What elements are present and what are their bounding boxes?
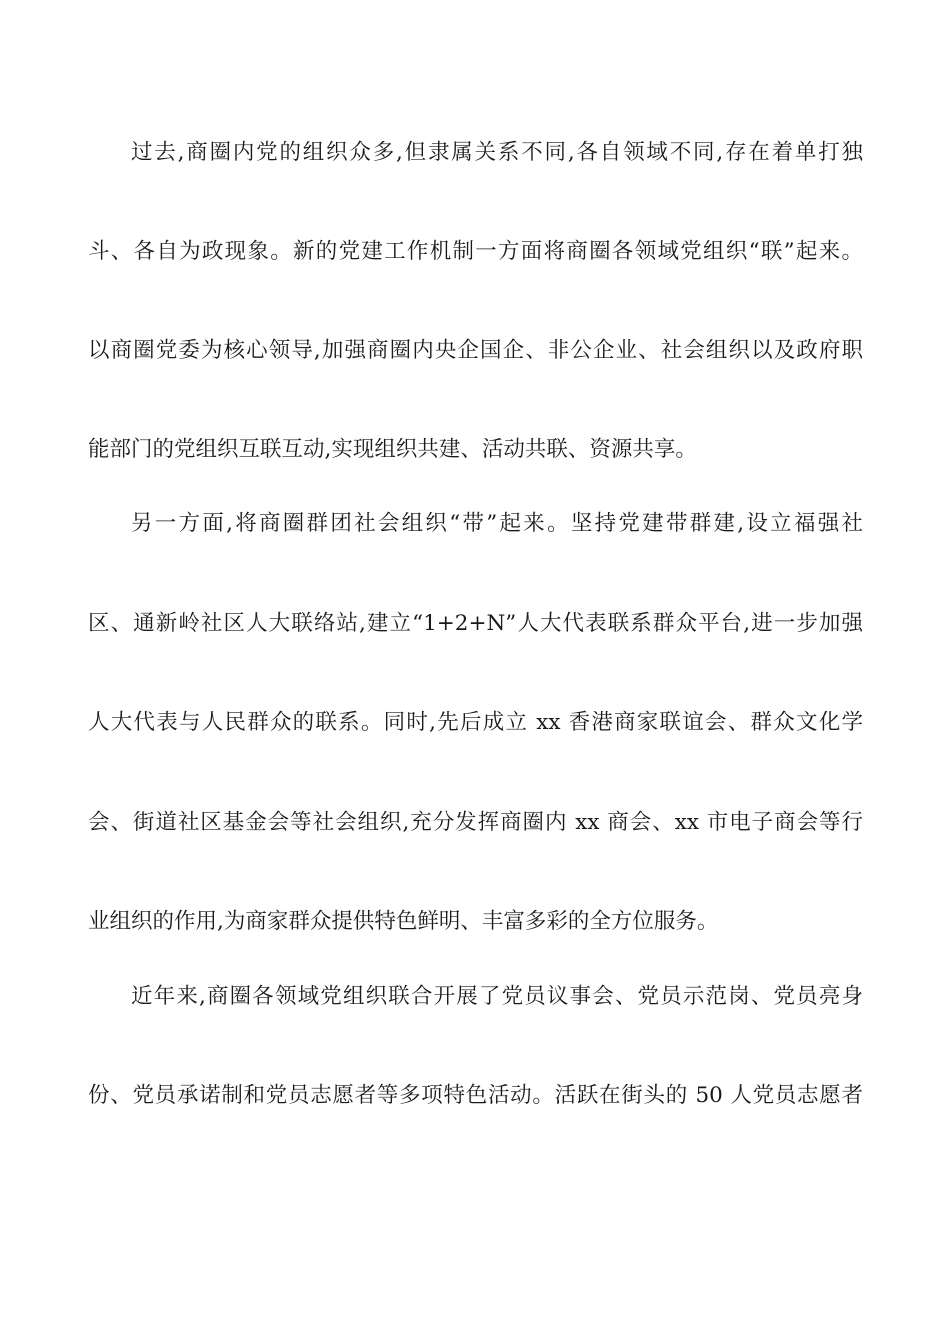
text-line: 区、通新岭社区人大联络站,建立“1+2+N”人大代表联系群众平台,进一步加强 (88, 611, 863, 636)
text-line: 人大代表与人民群众的联系。同时,先后成立 xx 香港商家联谊会、群众文化学 (88, 710, 863, 735)
text-line: 另一方面,将商圈群团社会组织“带”起来。坚持党建带群建,设立福强社 (131, 511, 863, 536)
text-line: 斗、各自为政现象。新的党建工作机制一方面将商圈各领域党组织“联”起来。 (88, 239, 863, 264)
text-line: 会、街道社区基金会等社会组织,充分发挥商圈内 xx 商会、xx 市电子商会等行 (88, 810, 863, 835)
text-line: 业组织的作用,为商家群众提供特色鲜明、丰富多彩的全方位服务。 (88, 909, 719, 934)
text-line: 能部门的党组织互联互动,实现组织共建、活动共联、资源共享。 (88, 437, 697, 462)
text-line: 过去,商圈内党的组织众多,但隶属关系不同,各自领域不同,存在着单打独 (131, 140, 863, 165)
text-line: 近年来,商圈各领域党组织联合开展了党员议事会、党员示范岗、党员亮身 (131, 984, 863, 1009)
text-line: 以商圈党委为核心领导,加强商圈内央企国企、非公企业、社会组织以及政府职 (88, 338, 863, 363)
text-line: 份、党员承诺制和党员志愿者等多项特色活动。活跃在街头的 50 人党员志愿者 (88, 1083, 863, 1108)
